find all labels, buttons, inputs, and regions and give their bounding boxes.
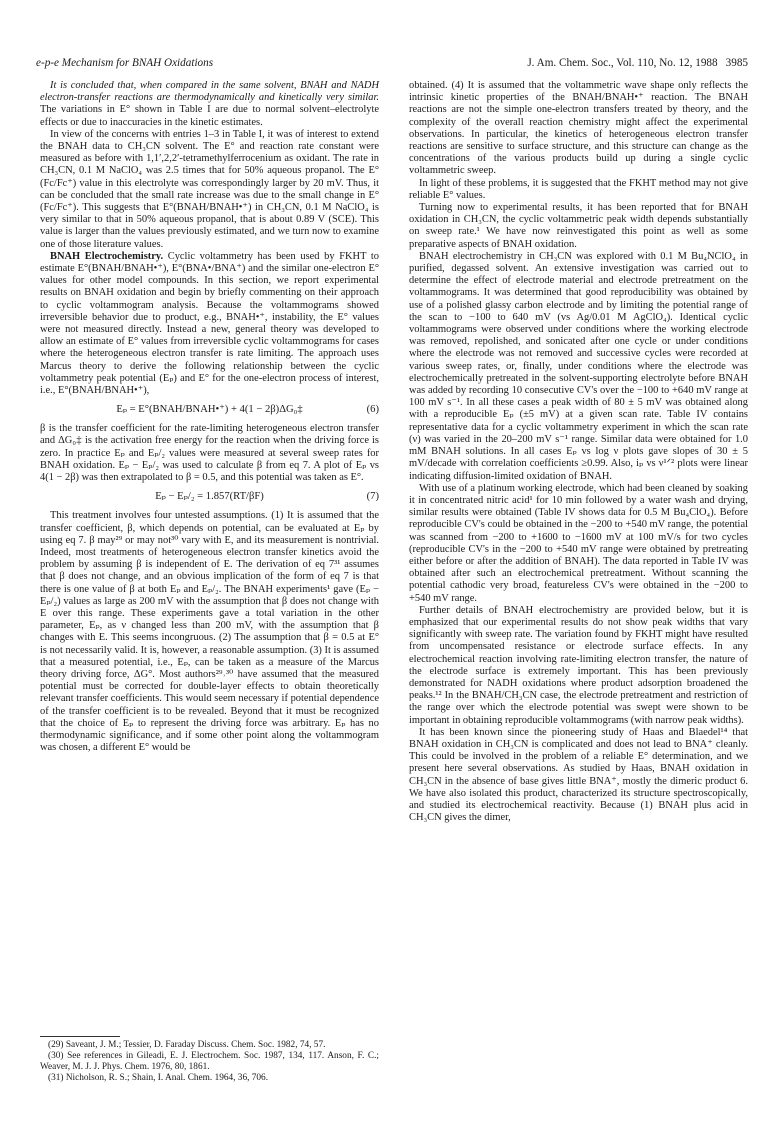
references: [40, 1036, 379, 1084]
page-number: 3985: [725, 57, 748, 69]
equation-text: Eₚ = E°(BNAH/BNAH•⁺) + 4(1 − 2β)ΔG₀‡: [116, 404, 303, 416]
paragraph: It has been known since the pioneering study of Haas and Blaedel¹⁴ that BNAH oxidation in CH₃CN is complicated and does not lead to BNA⁺ cleanly. This could be involved in the problem of a reliable E° determination, and we present here several observations. As studied by Haas, BNAH oxidation in CH₃CN in the absence of base gives little BNA⁺, mostly the dimeric product 6. We have also isolated this product, characterized its structure spectroscopically, and studied its electrochemical reactivity. Because (1) BNAH plus acid in CH₃CN gives the dimer,: [409, 726, 748, 824]
paragraph: With use of a platinum working electrode, which had been cleaned by soaking it in concentrated nitric acid¹ for 10 min followed by a water wash and drying, similar results were obtained (Table IV shows data for 0.5 M Bu₄ClO₄). Before reproducible CV's could be obtained in the −200 to +540 mV range, the potential was scanned from −200 to +1600 to −1600 mV at 100 mV/s for two cycles (reproducible CV's in the −200 to +540 mV range were obtained by pretreating either before or after the addition of BNAH). The data reported in Table IV was obtained after such an electrochemical pretreatment. Without scanning the potential cathodic very broad, featureless CV's were obtained in the −200 to +540 mV range.: [409, 482, 748, 604]
paragraph: In light of these problems, it is suggested that the FKHT method may not give reliable E° values.: [409, 177, 748, 201]
equation-7: [40, 490, 379, 503]
paragraph: [40, 80, 379, 129]
paragraph: Turning now to experimental results, it has been reported that for BNAH oxidation in CH₃CN, the cyclic voltammetric peak width depends substantially on sweep rate.¹ We have now reinvestigated this point as well as some preparative aspects of BNAH oxidation.: [409, 202, 748, 250]
equation-6: [40, 403, 379, 416]
running-title: e-p-e Mechanism for BNAH Oxidations: [36, 57, 214, 69]
paragraph: In view of the concerns with entries 1–3 in Table I, it was of interest to extend the BNAH data to CH₃CN solvent. The E° and reaction rate constant were measured as before with 1,1′,2,2′-tetramethylferrocenium as oxidant. The rate in CH₃CN, 0.1 M NaClO₄ was 2.5 times that for 50% aqueous propanol. The E°(Fc/Fc⁺) value in this electrolyte was correspondingly larger by 20 mV. Thus, it can be concluded that the small rate increase was due to the small change in E°(Fc/Fc⁺). This suggests that E°(BNAH/BNAH•⁺) in CH₃CN, 0.1 M NaClO₄ is very similar to that in 50% aqueous propanol, that is about 0.89 V (SCE). This value is larger than the values previously estimated, and we turn now to examine one of those literature values.: [40, 128, 379, 250]
journal-citation: J. Am. Chem. Soc., Vol. 110, No. 12, 1988: [527, 57, 718, 69]
right-column: [409, 80, 748, 824]
paragraph: [40, 251, 379, 397]
paragraph: Further details of BNAH electrochemistry are provided below, but it is emphasized that our experimental results do not show peak widths that vary significantly with sweep rate. The variation found by FKHT might have resulted from uncompensated resistance or electrode surface effects. In any electrochemical reaction involving rate-limiting electron transfer, the nature of the electrode surface is extremely important. This has been previously demonstrated for NADH oxidations where product adsorption broadened the peaks.¹² In the BNAH/CH₃CN case, the electrode pretreatment and restriction of the range over which the electrode potential was swept were shown to be important in obtaining reproducible voltammograms (with narrow peak widths).: [409, 604, 748, 726]
paragraph-text: Cyclic voltammetry has been used by FKHT to estimate E°(BNAH/BNAH•⁺), E°(BNA•/BNA⁺) and the similar one-electron E° values for other model compounds. In this section, we report experimental results on BNAH oxidation and begin by briefly commenting on their approach to cyclic voltammogram analysis. Because the voltammograms showed irreversible behavior due to product, e.g., BNAH•⁺, instability, the E° values were not measured directly. Instead a new, general theory was developed to allow an estimate of E° values from irreversible cyclic voltammograms for cases where the heterogeneous electron transfer is rate limiting. The approach uses Marcus theory to derive the following relationship between the cyclic voltammetry peak potential (Eₚ) and E° for the one-electron process of interest, i.e., E°(BNAH/BNAH•⁺),: [40, 250, 379, 397]
reference-29: (29) Saveant, J. M.; Tessier, D. Faraday Discuss. Chem. Soc. 1982, 74, 57.: [48, 1040, 326, 1050]
paragraph: This treatment involves four untested assumptions. (1) It is assumed that the transfer coefficient, β, which depends on potential, can be evaluated at Eₚ by using eq 7. β may²⁹ or may not³⁰ vary with E, and its measurement is nontrivial. Indeed, most treatments of heterogeneous electron transfer kinetics avoid the problem by assuming β is independent of E. The derivation of eq 7³¹ assumes that β does not change, and an obvious implication of the form of eq 7 is that there is one value of β at both Eₚ and Eₚ/₂. The BNAH experiments¹ gave (Eₚ − Eₚ/₂) values as large as 200 mV with the assumption that β does not change with E over this range. These experiments gave a total variation in the other parameter, Eₚ, as ν changed less than 200 mV, with the assumption that β changes with E. This seems incongruous. (2) The assumption that β = 0.5 at E° is not necessarily valid. It is, however, a reasonable assumption. (3) It is assumed that a measured potential, i.e., Eₚ, can be taken as a measure of the Marcus theory driving force, ΔG°. Most authors²⁹˒³⁰ have assumed that the measured potential must be corrected for double-layer effects to obtain theoretically relevant transfer coefficients. This would seem necessary if potential dependence of the transfer coefficient is to be revealed. Beyond that it must be recognized that the choice of Eₚ to represent the driving force was arbitrary. Eₚ has no thermodynamic significance, and if some other point along the voltammogram was chosen, a different E° would be: [40, 510, 380, 754]
conclusion-italic: It is concluded that, when compared in the same solvent, BNAH and NADH electron-transfer reactions are thermodynamically and kinetically very similar.: [40, 80, 379, 104]
left-column: [40, 80, 379, 754]
equation-number: (7): [366, 491, 379, 503]
paragraph-text: The variations in E° shown in Table I are due to normal solvent–electrolyte effects or due to inaccuracies in the kinetic estimates.: [40, 104, 379, 128]
paragraph: obtained. (4) It is assumed that the voltammetric wave shape only reflects the intrinsic kinetic properties of the BNAH/BNAH•⁺ reaction. The BNAH reactions are not the simple one-electron transfers treated by theory, and the complexity of the overall reaction chemistry might affect the experimental observations. In particular, the kinetics of heterogeneous electron transfer reactions are sensitive to surface structure, and this structure can change as the concentrations of the various products build up during a single cyclic voltammetric sweep.: [409, 80, 748, 177]
reference-31: (31) Nicholson, R. S.; Shain, I. Anal. Chem. 1964, 36, 706.: [48, 1073, 269, 1083]
journal-citation-block: [527, 56, 748, 70]
footnote-divider: [40, 1036, 120, 1037]
equation-text: Eₚ − Eₚ/₂ = 1.857(RT/βF): [155, 491, 264, 503]
section-heading: BNAH Electrochemistry.: [50, 250, 164, 262]
reference-30: (30) See references in Gileadi, E. J. Electrochem. Soc. 1987, 134, 117. Anson, F. C.; Weaver, M. J. J. Phys. Chem. 1976, 80, 1861.: [40, 1051, 379, 1072]
paragraph: BNAH electrochemistry in CH₃CN was explored with 0.1 M Bu₄NClO₄ in purified, degassed solvent. An extensive investigation was carried out to determine the effect of electrode material and electrode pretreatment on the voltammograms. It was determined that good reproducibility was obtained by use of a polished glassy carbon electrode and by limiting the potential range of the scan to −100 to 640 mV (vs Ag/0.01 M AgClO₄). Identical cyclic voltammograms were observed under conditions where the working electrode was removed, repolished, and sonicated after one cycle or under conditions where the electrode was not removed and successive cycles were recorded at various sweep rates, or, finally, under conditions where the electrode was electrochemically pretreated in the solvent-supporting electrolyte before BNAH was added by recording 10 consecutive CV's over the −100 to +640 mV range at 100 mV s⁻¹. In all these cases a peak width of 80 ± 5 mV was obtained along with a reproducible Eₚ (±5 mV) at a given scan rate. Table IV contains representative data for a cyclic voltammetry experiment in which the scan rate (ν) was varied in the 20–200 mV s⁻¹ range. Similar data were obtained for 1.0 mM BNAH solutions. In all cases Eₚ vs log ν plots gave slopes of 30 ± 5 mV/decade with correlation coefficients ≥0.99. Also, iₚ vs ν¹ᐟ² plots were linear indicating diffusion-limited oxidation of BNAH.: [409, 250, 748, 482]
running-header: [36, 56, 748, 70]
paragraph: β is the transfer coefficient for the rate-limiting heterogeneous electron transfer and ΔG₀‡ is the activation free energy for the reaction when the driving force is zero. In practice Eₚ and Eₚ/₂ values were measured at several sweep rates for BNAH oxidation. Eₚ − Eₚ/₂ was used to calculate β from eq 7. A plot of Eₚ vs 4(1 − 2β) was then extrapolated to β = 0.5, and this potential was taken as E°.: [40, 423, 379, 484]
equation-number: (6): [366, 404, 379, 416]
